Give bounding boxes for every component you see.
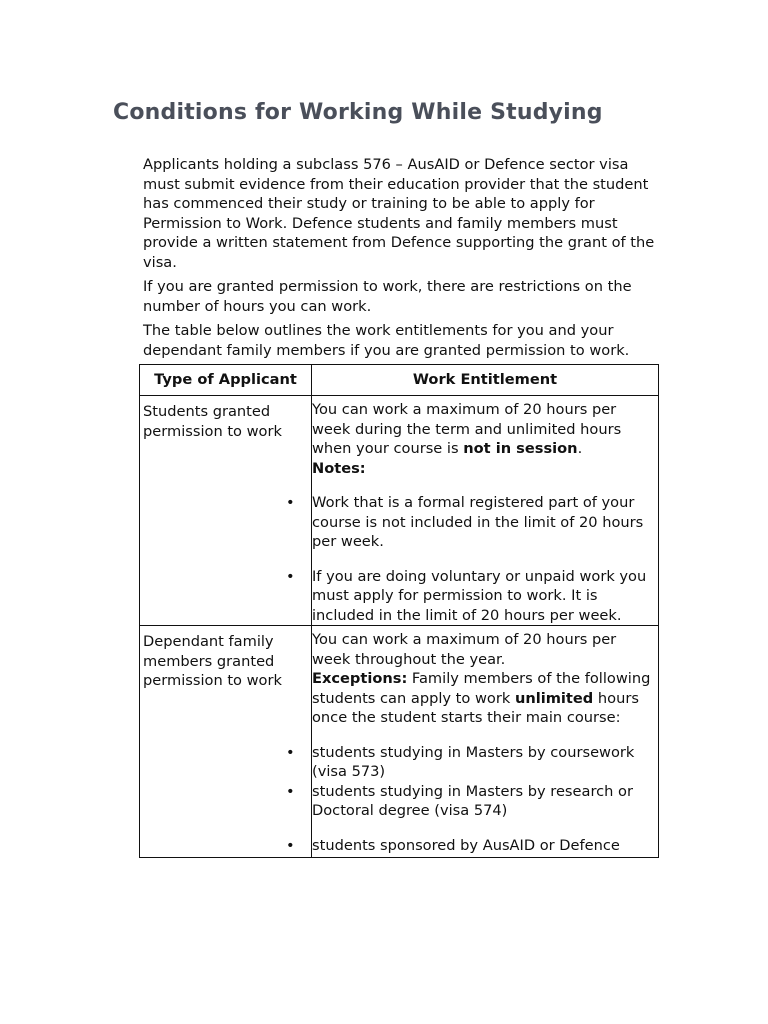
unlimited-text: unlimited bbox=[514, 689, 594, 707]
table-header-row bbox=[140, 365, 659, 396]
table-intro-paragraph: The table below outlines the work entitlements for you and your dependant family members if you are granted permission to work. bbox=[143, 322, 630, 359]
notes-label: Notes: bbox=[312, 459, 366, 477]
entitlement-intro: You can work a maximum of 20 hours per week throughout the year. bbox=[312, 631, 617, 668]
bullet-icon: • bbox=[286, 836, 295, 854]
exceptions-text: Exceptions: Family members of the following students can apply to work unlimited hours once the student starts their main course: bbox=[312, 670, 651, 726]
list-item: • students sponsored by AusAID or Defence bbox=[286, 836, 620, 854]
list-item: • Work that is a formal registered part of your course is not included in the limit of 20 hours per week. bbox=[286, 494, 644, 550]
page-title: Conditions for Working While Studying bbox=[113, 100, 603, 125]
table-row bbox=[140, 396, 659, 626]
entitlement-intro: You can work a maximum of 20 hours per week during the term and unlimited hours when your course is not in session. bbox=[312, 401, 622, 457]
list-item: • If you are doing voluntary or unpaid work you must apply for permission to work. It is included in the limit of 20 hours per week. bbox=[286, 567, 647, 624]
exceptions-label: Exceptions: bbox=[312, 670, 408, 687]
bullet-icon: • bbox=[286, 567, 295, 585]
applicant-students: Students granted permission to work bbox=[140, 396, 312, 626]
not-in-session-text: not in session bbox=[463, 440, 578, 457]
header-work-entitlement: Work Entitlement bbox=[312, 365, 659, 396]
header-type-of-applicant: Type of Applicant bbox=[140, 365, 312, 396]
list-item: • students studying in Masters by research or Doctoral degree (visa 574) bbox=[286, 782, 633, 819]
intro-paragraph: Applicants holding a subclass 576 – AusAID or Defence sector visa must submit evidence from their education provider that the student has commenced their study or training to be able to apply for Permission to Work. Defence students and family members must provide a written statement from Defence supporting the grant of the visa. bbox=[143, 156, 655, 271]
entitlement-dependants bbox=[286, 626, 659, 858]
applicant-dependants: Dependant family members granted permission to work bbox=[140, 626, 312, 858]
entitlement-students bbox=[286, 396, 659, 626]
bullet-icon: • bbox=[286, 494, 295, 511]
bullet-icon: • bbox=[286, 743, 295, 761]
work-entitlement-table bbox=[139, 364, 659, 858]
bullet-icon: • bbox=[286, 782, 295, 800]
list-item: • students studying in Masters by coursework (visa 573) bbox=[286, 743, 635, 780]
restrictions-paragraph: If you are granted permission to work, there are restrictions on the number of hours you can work. bbox=[143, 278, 632, 315]
table-row bbox=[140, 626, 659, 858]
